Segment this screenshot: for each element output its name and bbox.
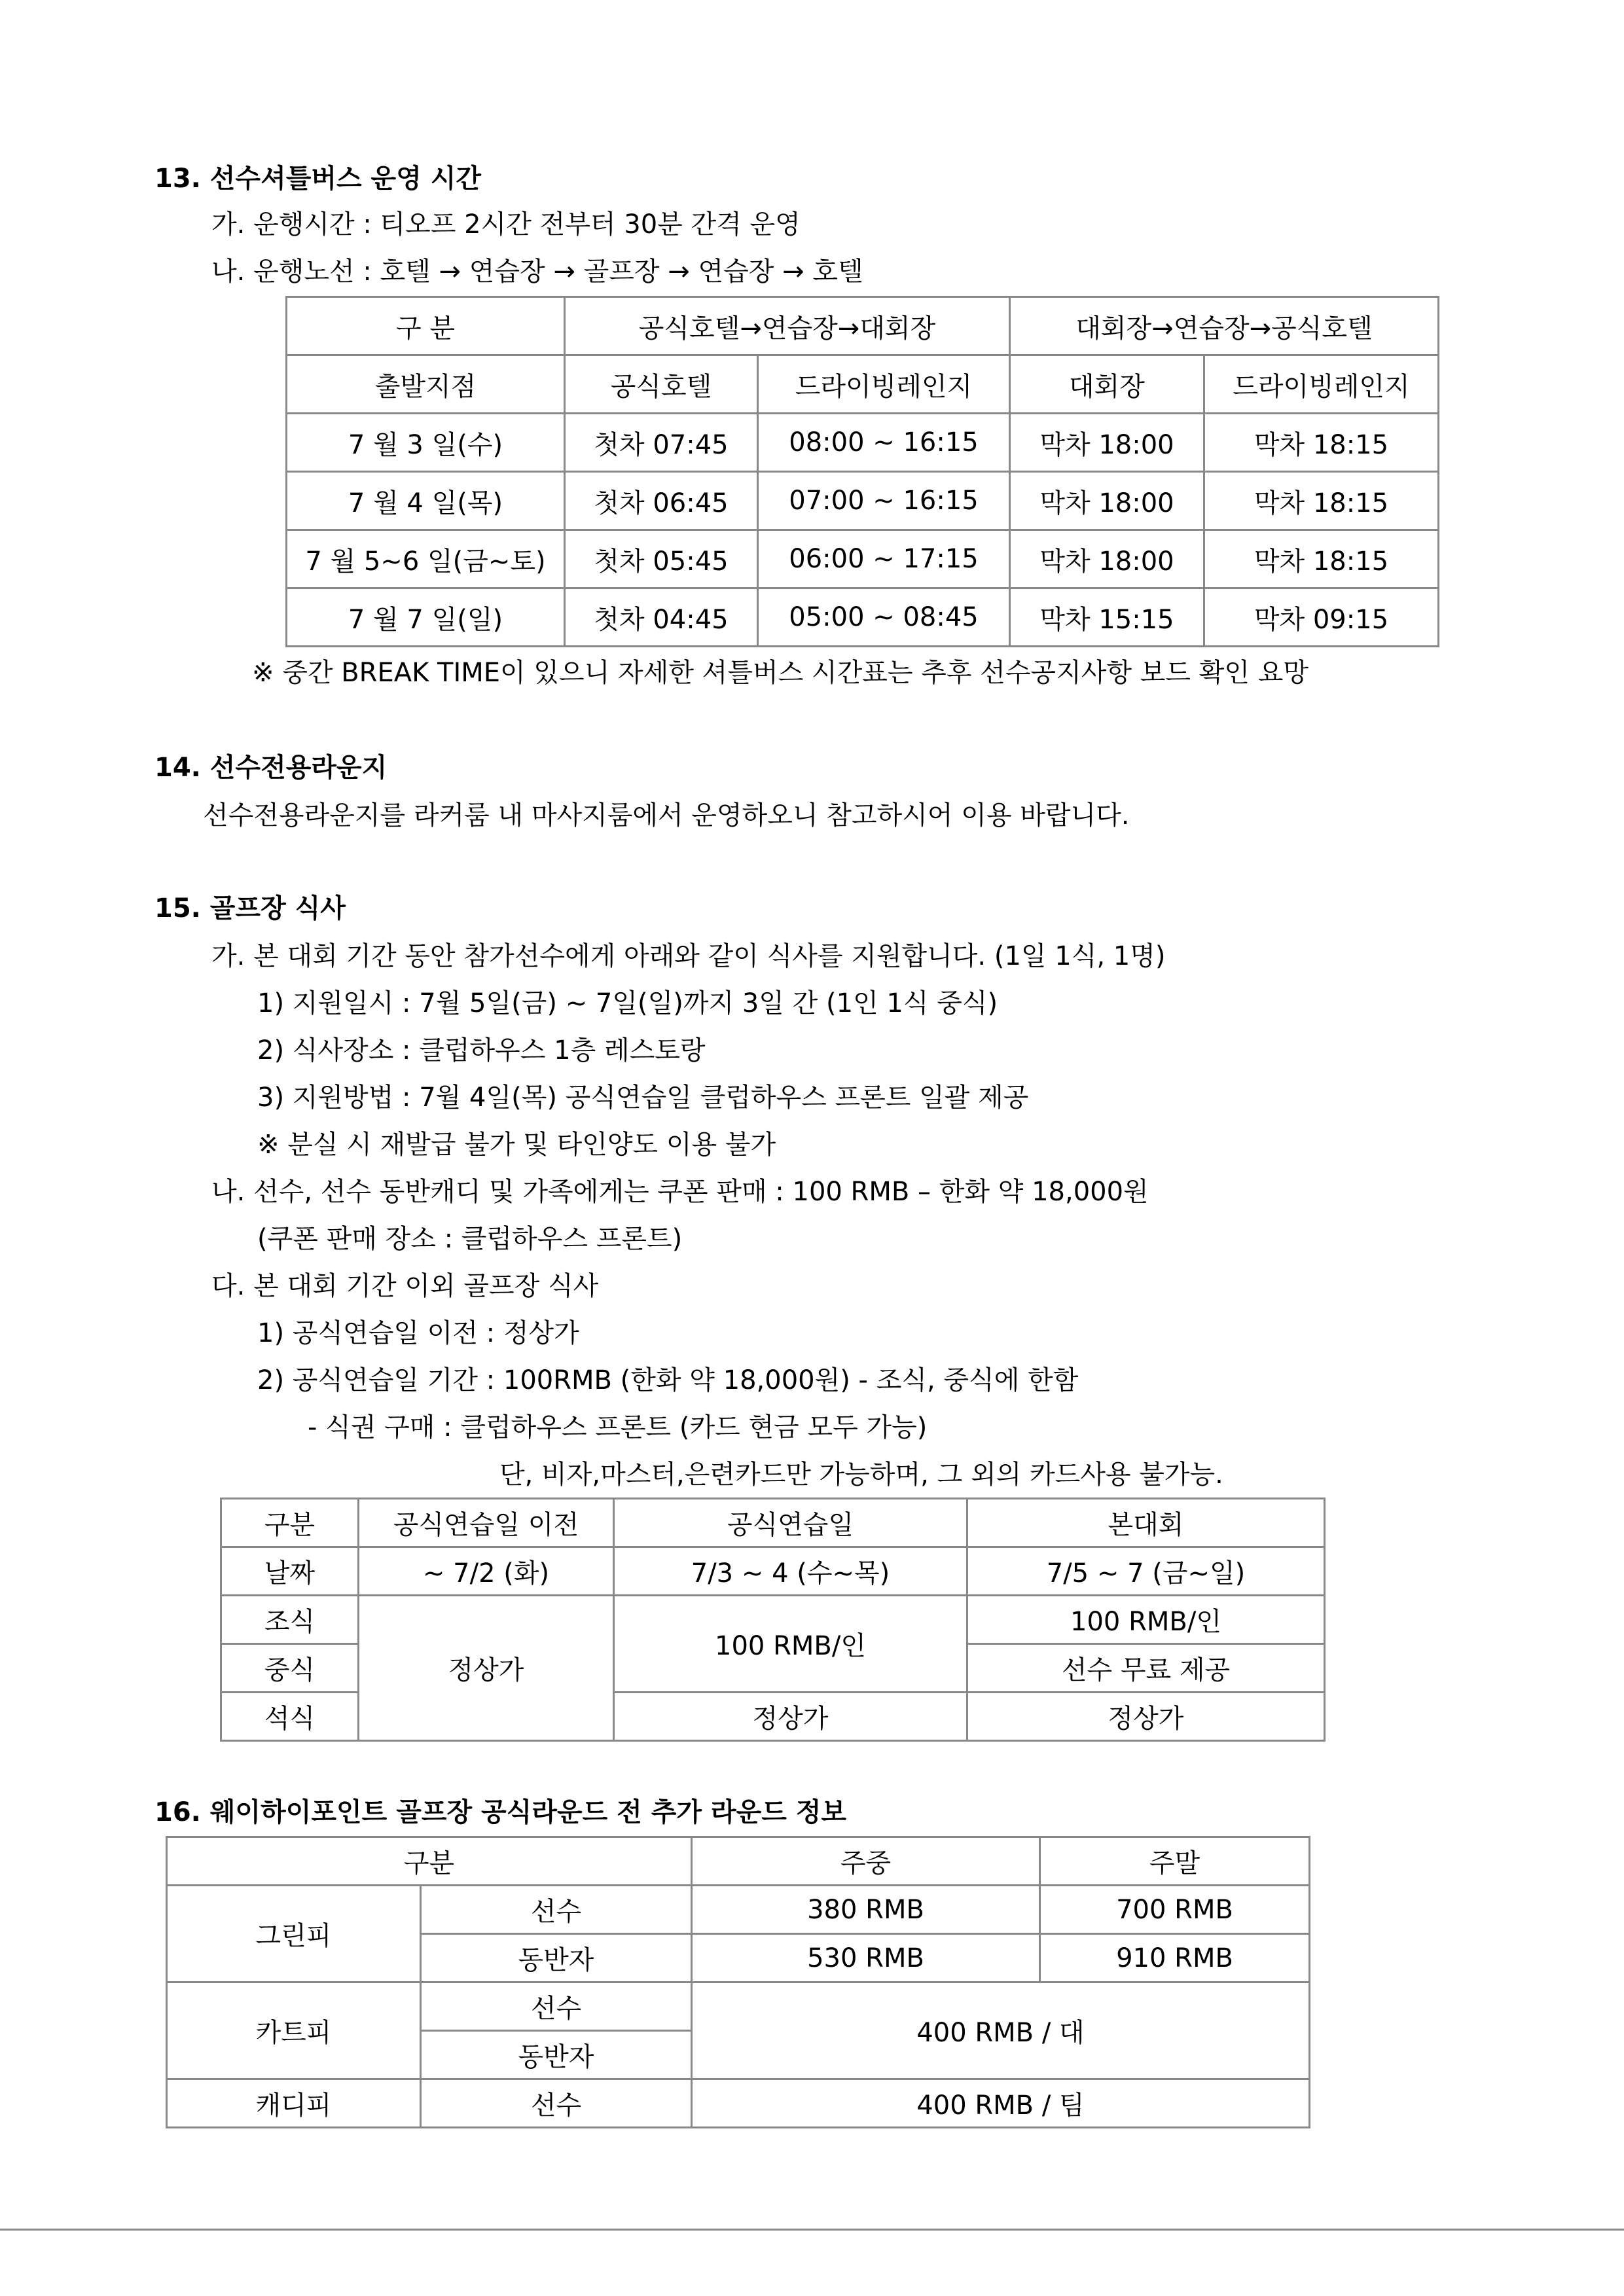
- table-row: [167, 1982, 1310, 2031]
- section-15-line: 1) 공식연습일 이전 : 정상가: [257, 1318, 579, 1348]
- time-cell: 막차 18:15: [1204, 414, 1439, 472]
- time-cell: 05:00 ~ 08:45: [758, 588, 1010, 647]
- date-cell: 7 월 4 일(목): [287, 472, 565, 530]
- row-label-companion: 동반자: [421, 2031, 692, 2079]
- section-15-line: 가. 본 대회 기간 동안 참가선수에게 아래와 같이 식사를 지원합니다. (1일 1식, 1명): [211, 941, 1166, 971]
- section-15-title: 15. 골프장 식사: [154, 893, 346, 924]
- time-cell: 첫차 07:45: [565, 414, 758, 472]
- header-gubun: 구 분: [287, 297, 565, 355]
- practice-breakfast-lunch-price: 100 RMB/인: [614, 1596, 967, 1693]
- pre-price: 정상가: [359, 1596, 614, 1741]
- date-practice: 7/3 ~ 4 (수~목): [614, 1547, 967, 1596]
- header-main-event: 본대회: [967, 1499, 1325, 1547]
- section-14-body: 선수전용라운지를 라커룸 내 마사지룸에서 운영하오니 참고하시어 이용 바랍니다.: [203, 800, 1130, 831]
- header-gubun: 구분: [167, 1837, 692, 1886]
- row-label-cart-fee: 카트피: [167, 1982, 421, 2079]
- header-start-point: 출발지점: [287, 355, 565, 414]
- row-label-dinner: 석식: [221, 1693, 359, 1741]
- green-companion-weekday: 530 RMB: [692, 1934, 1040, 1982]
- table-row: [287, 588, 1439, 647]
- section-13-line-ga: 가. 운행시간 : 티오프 2시간 전부터 30분 간격 운영: [211, 209, 801, 240]
- time-cell: 첫차 05:45: [565, 530, 758, 588]
- header-driving-range-2: 드라이빙레인지: [1204, 355, 1439, 414]
- table-row: [221, 1596, 1325, 1644]
- section-14-title: 14. 선수전용라운지: [154, 753, 388, 783]
- row-label-companion: 동반자: [421, 1934, 692, 1982]
- section-15-line: - 식권 구매 : 클럽하우스 프론트 (카드 현금 모두 가능): [308, 1412, 928, 1443]
- table-row: [287, 355, 1439, 414]
- date-pre: ~ 7/2 (화): [359, 1547, 614, 1596]
- header-official-hotel: 공식호텔: [565, 355, 758, 414]
- green-companion-weekend: 910 RMB: [1040, 1934, 1310, 1982]
- time-cell: 막차 18:15: [1204, 530, 1439, 588]
- date-cell: 7 월 7 일(일): [287, 588, 565, 647]
- section-16-title: 16. 웨이하이포인트 골프장 공식라운드 전 추가 라운드 정보: [154, 1797, 847, 1827]
- header-venue: 대회장: [1010, 355, 1204, 414]
- extra-round-table: [166, 1836, 1310, 2128]
- time-cell: 막차 18:15: [1204, 472, 1439, 530]
- time-cell: 막차 18:00: [1010, 414, 1204, 472]
- time-cell: 첫차 06:45: [565, 472, 758, 530]
- section-15-line: 3) 지원방법 : 7월 4일(목) 공식연습일 클럽하우스 프론트 일괄 제공: [257, 1083, 1029, 1113]
- row-label-player: 선수: [421, 1886, 692, 1934]
- section-15-line: ※ 분실 시 재발급 불가 및 타인양도 이용 불가: [257, 1130, 776, 1160]
- header-practice: 공식연습일: [614, 1499, 967, 1547]
- section-15-line: 2) 공식연습일 기간 : 100RMB (한화 약 18,000원) - 조식, 중식에 한함: [257, 1365, 1079, 1395]
- section-13-title: 13. 선수셔틀버스 운영 시간: [154, 164, 482, 194]
- practice-dinner-price: 정상가: [614, 1693, 967, 1741]
- header-driving-range-1: 드라이빙레인지: [758, 355, 1010, 414]
- header-weekday: 주중: [692, 1837, 1040, 1886]
- header-venue-to-hotel: 대회장→연습장→공식호텔: [1010, 297, 1439, 355]
- time-cell: 막차 18:00: [1010, 530, 1204, 588]
- section-15-line: 1) 지원일시 : 7월 5일(금) ~ 7일(일)까지 3일 간 (1인 1식 중식): [257, 988, 998, 1018]
- row-label-green-fee: 그린피: [167, 1886, 421, 1982]
- green-player-weekday: 380 RMB: [692, 1886, 1040, 1934]
- green-player-weekend: 700 RMB: [1040, 1886, 1310, 1934]
- header-gubun: 구분: [221, 1499, 359, 1547]
- time-cell: 막차 09:15: [1204, 588, 1439, 647]
- table-row: [167, 1837, 1310, 1886]
- row-label-date: 날짜: [221, 1547, 359, 1596]
- cart-price: 400 RMB / 대: [692, 1982, 1310, 2079]
- table-row: [167, 1886, 1310, 1934]
- section-15-line: (쿠폰 판매 장소 : 클럽하우스 프론트): [257, 1224, 683, 1254]
- table-row: [287, 414, 1439, 472]
- header-weekend: 주말: [1040, 1837, 1310, 1886]
- table-row: [287, 472, 1439, 530]
- meal-table: [220, 1498, 1326, 1742]
- table-row: [287, 297, 1439, 355]
- time-cell: 07:00 ~ 16:15: [758, 472, 1010, 530]
- caddie-price: 400 RMB / 팀: [692, 2079, 1310, 2128]
- row-label-player: 선수: [421, 2079, 692, 2128]
- section-15-line: 단, 비자,마스터,은련카드만 가능하며, 그 외의 카드사용 불가능.: [499, 1460, 1223, 1490]
- main-lunch-price: 선수 무료 제공: [967, 1644, 1325, 1693]
- row-label-caddie-fee: 캐디피: [167, 2079, 421, 2128]
- time-cell: 08:00 ~ 16:15: [758, 414, 1010, 472]
- section-15-line: 2) 식사장소 : 클럽하우스 1층 레스토랑: [257, 1035, 706, 1066]
- section-15-line: 다. 본 대회 기간 이외 골프장 식사: [211, 1271, 599, 1301]
- time-cell: 막차 18:00: [1010, 472, 1204, 530]
- row-label-player: 선수: [421, 1982, 692, 2031]
- date-cell: 7 월 3 일(수): [287, 414, 565, 472]
- time-cell: 06:00 ~ 17:15: [758, 530, 1010, 588]
- table-row: [167, 2079, 1310, 2128]
- row-label-lunch: 중식: [221, 1644, 359, 1693]
- main-dinner-price: 정상가: [967, 1693, 1325, 1741]
- table-row: [287, 530, 1439, 588]
- header-hotel-to-venue: 공식호텔→연습장→대회장: [565, 297, 1010, 355]
- date-main: 7/5 ~ 7 (금~일): [967, 1547, 1325, 1596]
- footer-divider: [0, 2229, 1624, 2231]
- section-13-line-na: 나. 운행노선 : 호텔 → 연습장 → 골프장 → 연습장 → 호텔: [211, 257, 863, 287]
- shuttle-schedule-table: [285, 296, 1439, 647]
- header-pre-practice: 공식연습일 이전: [359, 1499, 614, 1547]
- table-row: [221, 1499, 1325, 1547]
- time-cell: 첫차 04:45: [565, 588, 758, 647]
- main-breakfast-price: 100 RMB/인: [967, 1596, 1325, 1644]
- date-cell: 7 월 5~6 일(금~토): [287, 530, 565, 588]
- row-label-breakfast: 조식: [221, 1596, 359, 1644]
- section-13-note: ※ 중간 BREAK TIME이 있으니 자세한 셔틀버스 시간표는 추후 선수공지사항 보드 확인 요망: [252, 658, 1309, 688]
- time-cell: 막차 15:15: [1010, 588, 1204, 647]
- table-row: [221, 1547, 1325, 1596]
- section-15-line: 나. 선수, 선수 동반캐디 및 가족에게는 쿠폰 판매 : 100 RMB – 한화 약 18,000원: [211, 1177, 1149, 1207]
